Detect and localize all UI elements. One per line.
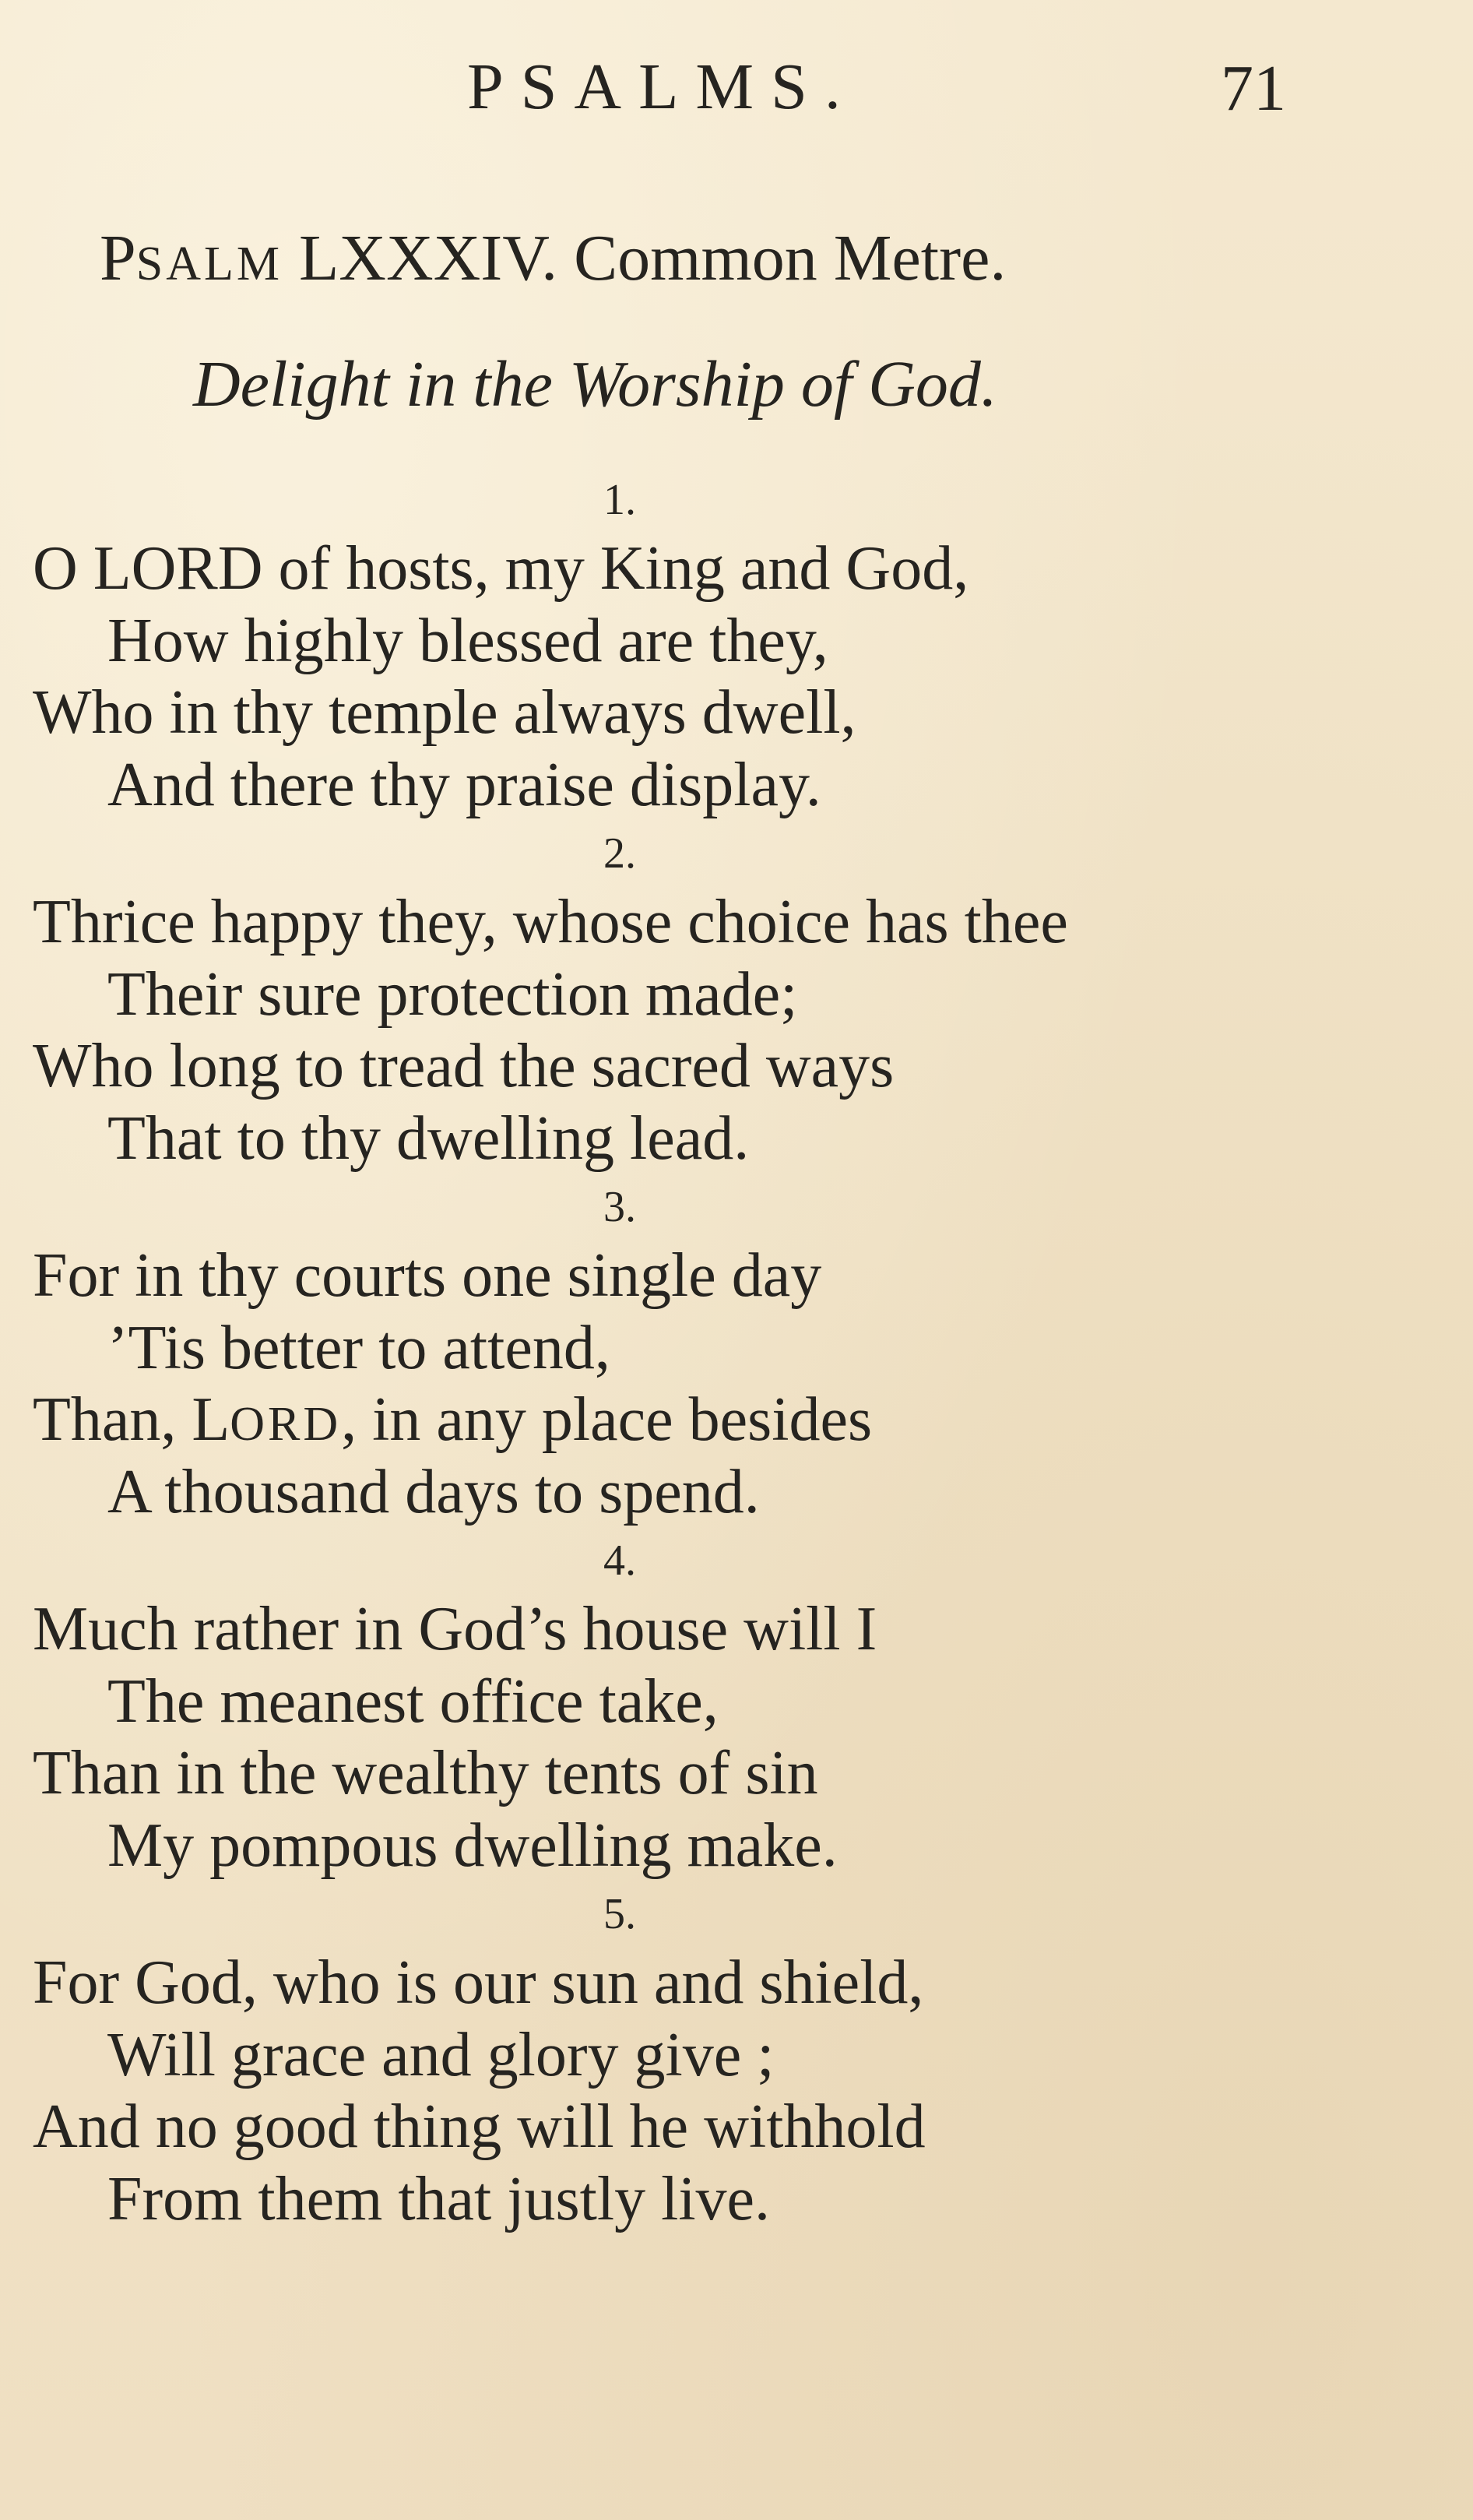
psalm-subtitle: Delight in the Worship of God. (193, 348, 997, 421)
page-number: 71 (1221, 52, 1286, 125)
verses (0, 467, 1473, 2235)
psalm-title (100, 222, 1007, 294)
stanza (0, 1174, 1473, 1528)
verse-line: And no good thing will he withhold (33, 2092, 926, 2161)
verse-line: My pompous dwelling make. (107, 1811, 838, 1880)
verse-line (0, 1384, 1473, 1456)
verse-line: A thousand days to spend. (107, 1457, 760, 1526)
verse-line: Their sure protection made; (107, 959, 798, 1029)
verse-line: Than in the wealthy tents of sin (33, 1739, 818, 1807)
verse-line: Thrice happy they, whose choice has thee (33, 888, 1068, 956)
verse-line: Who in thy temple always dwell, (33, 678, 856, 747)
verse-line: For God, who is our sun and shield, (33, 1948, 924, 2017)
stanza (0, 821, 1473, 1174)
stanza-number: 1. (603, 476, 636, 524)
verse-line: How highly blessed are they, (107, 606, 828, 675)
psalm-title-rest: LXXXIV. Common Metre. (282, 222, 1007, 294)
verse-line: And there thy praise display. (107, 750, 821, 819)
stanza-number: 2. (603, 829, 636, 878)
verse-line: That to thy dwelling lead. (107, 1103, 750, 1173)
verse-line: Who long to tread the sacred ways (33, 1032, 895, 1100)
running-head: PSALMS. (467, 51, 858, 123)
stanza-number: 3. (603, 1183, 636, 1231)
stanza-number: 5. (603, 1890, 636, 1938)
stanza (0, 1881, 1473, 2235)
verse-line: Will grace and glory give ; (107, 2020, 775, 2089)
verse-line-start: Than, L (33, 1385, 230, 1454)
psalm-title-small-caps: SALM (135, 238, 283, 290)
stanza-number: 4. (603, 1536, 636, 1585)
stanza (0, 1528, 1473, 1881)
verse-line: Much rather in God’s house will I (33, 1595, 877, 1663)
verse-line: ’Tis better to attend, (107, 1313, 610, 1382)
verse-line: For in thy courts one single day (33, 1241, 822, 1310)
verse-line: O LORD of hosts, my King and God, (33, 534, 969, 603)
stanza (0, 467, 1473, 821)
lord-small-caps: ORD (230, 1398, 342, 1451)
psalm-title-initial: P (100, 222, 136, 294)
verse-line: From them that justly live. (107, 2164, 771, 2233)
verse-line-end: , in any place besides (341, 1385, 873, 1454)
verse-line: The meanest office take, (107, 1667, 719, 1736)
